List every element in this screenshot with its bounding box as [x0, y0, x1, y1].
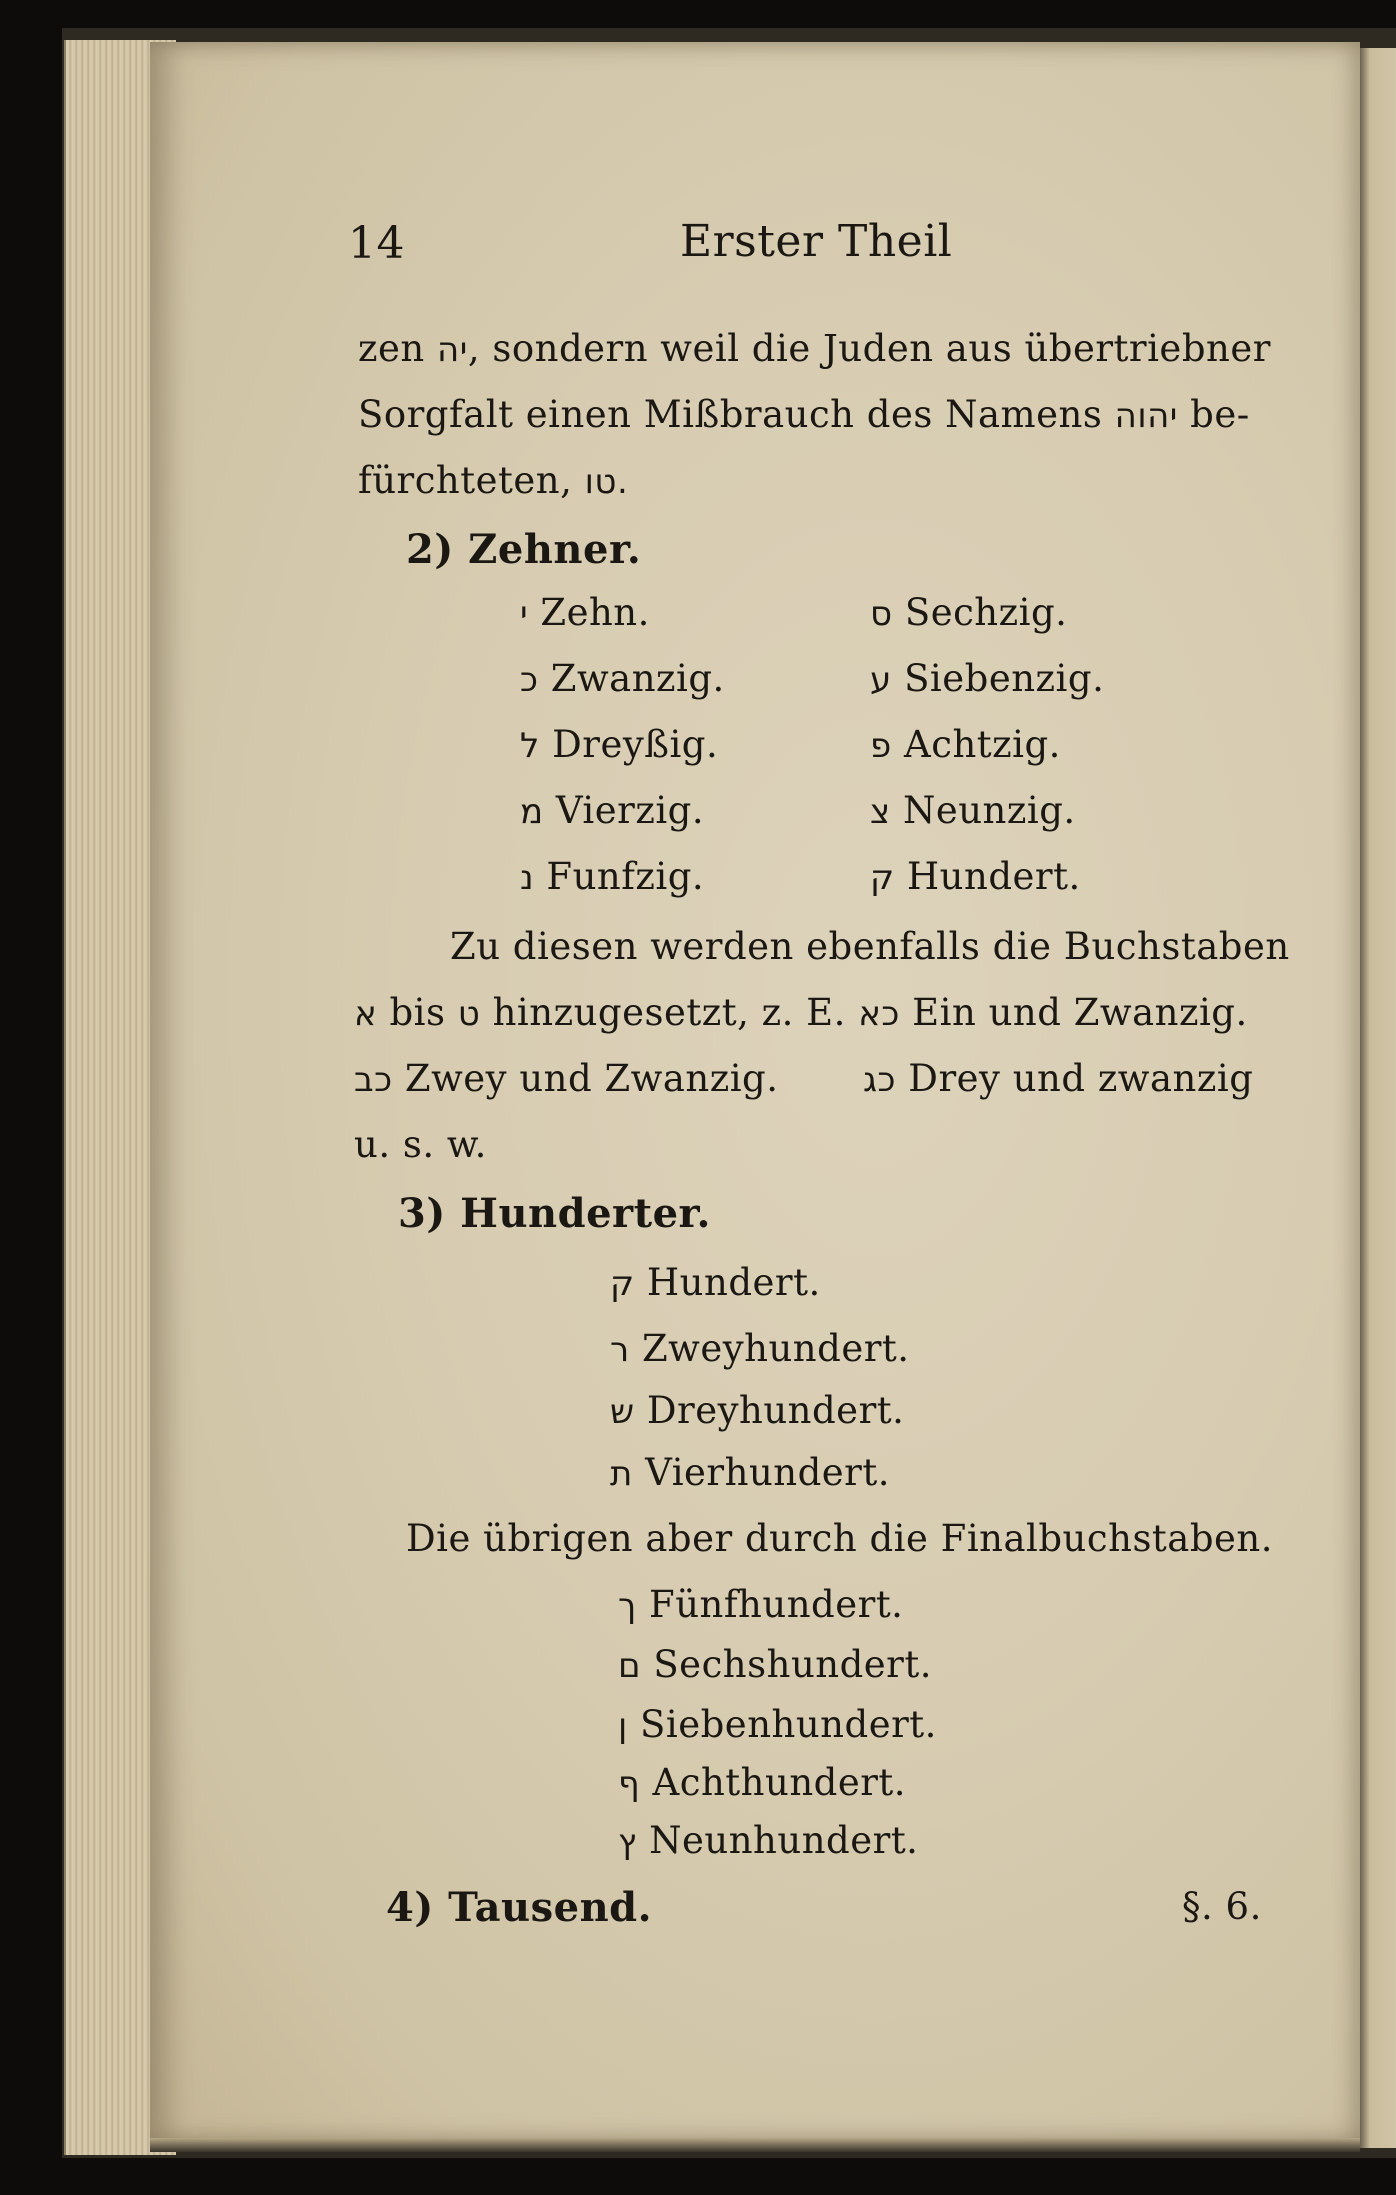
number-word: Neunhundert. — [649, 1819, 919, 1862]
hebrew-letter: ף — [618, 1764, 641, 1804]
tens-item — [520, 855, 705, 898]
hebrew-letter: ם — [618, 1646, 642, 1686]
paragraph-line-4: u. s. w. — [354, 1123, 487, 1166]
hebrew-text: טו. — [584, 462, 629, 502]
hebrew-letter: נ — [520, 858, 535, 898]
number-word: Siebenhundert. — [640, 1703, 937, 1746]
hebrew-letter: ש — [610, 1392, 635, 1432]
section-heading-tens: 2) Zehner. — [406, 526, 642, 573]
paragraph-text: bis — [389, 991, 446, 1034]
number-word: Vierzig. — [555, 789, 705, 832]
final-letter-item — [618, 1761, 907, 1804]
hebrew-letter: ק — [870, 858, 895, 898]
tens-item — [520, 591, 650, 634]
hebrew-letter: מ — [520, 792, 544, 832]
number-word: Funfzig. — [546, 855, 705, 898]
hebrew-letter: ק — [610, 1264, 635, 1304]
hebrew-text: יה — [437, 330, 468, 370]
number-word: Achthundert. — [652, 1761, 907, 1804]
intro-text: Sorgfalt einen Mißbrauch des Namens — [358, 393, 1103, 436]
hebrew-letter: ץ — [618, 1822, 637, 1862]
tens-item — [870, 789, 1076, 832]
tens-item — [870, 657, 1105, 700]
hundreds-item — [610, 1327, 910, 1370]
hebrew-text: כא — [858, 994, 900, 1034]
next-page-edge — [1360, 48, 1396, 2148]
paragraph-line-2 — [354, 991, 1248, 1034]
tens-item — [520, 657, 725, 700]
final-letters-intro: Die übrigen aber durch die Finalbuchstaben. — [406, 1517, 1274, 1560]
hebrew-letter: ך — [618, 1586, 637, 1626]
number-word: Zehn. — [540, 591, 650, 634]
hebrew-letter: פ — [870, 726, 892, 766]
section-heading-thousands: 4) Tausend. — [386, 1884, 653, 1931]
page-bottom-shadow — [150, 2138, 1360, 2152]
final-letter-item — [618, 1643, 932, 1686]
hebrew-text: א — [354, 994, 378, 1034]
hebrew-text: ט — [457, 994, 481, 1034]
hundreds-item — [610, 1261, 821, 1304]
hebrew-letter: ר — [610, 1330, 630, 1370]
catchword: §. 6. — [1182, 1885, 1262, 1928]
number-word: Sechzig. — [904, 591, 1068, 634]
number-word: Fünfhundert. — [649, 1583, 904, 1626]
tens-item — [870, 723, 1061, 766]
final-letter-item — [618, 1703, 937, 1746]
intro-text: fürchteten, — [358, 459, 573, 502]
tens-item — [870, 591, 1068, 634]
intro-text: zen — [358, 327, 425, 370]
number-word: Dreyhundert. — [646, 1389, 905, 1432]
paragraph-text: hinzugesetzt, z. E. — [492, 991, 846, 1034]
tens-item — [520, 723, 719, 766]
final-letter-item — [618, 1819, 919, 1862]
hebrew-letter: צ — [870, 792, 891, 832]
number-word: Sechshundert. — [653, 1643, 932, 1686]
number-word: Dreyßig. — [552, 723, 719, 766]
running-title: Erster Theil — [680, 216, 953, 267]
hebrew-letter: ס — [870, 594, 893, 634]
number-word: Siebenzig. — [904, 657, 1105, 700]
hebrew-text: יהוה — [1114, 396, 1178, 436]
hebrew-letter: י — [520, 594, 529, 634]
hebrew-text: כב — [354, 1060, 393, 1100]
paragraph-line-3 — [354, 1057, 1254, 1100]
section-heading-hundreds: 3) Hunderter. — [398, 1190, 711, 1237]
hebrew-letter: ל — [520, 726, 540, 766]
paragraph-text: Zwey und Zwanzig. — [404, 1057, 779, 1100]
intro-text: , sondern weil die Juden aus übertriebner — [467, 327, 1271, 370]
hebrew-letter: ן — [618, 1706, 628, 1746]
hebrew-letter: כ — [520, 660, 539, 700]
tens-item — [520, 789, 705, 832]
paragraph-line-1: Zu diesen werden ebenfalls die Buchstaben — [450, 925, 1290, 968]
number-word: Zwanzig. — [550, 657, 725, 700]
hebrew-text: כג — [863, 1060, 897, 1100]
hebrew-letter: ת — [610, 1454, 633, 1494]
number-word: Achtzig. — [904, 723, 1061, 766]
intro-line-3 — [358, 459, 629, 502]
tens-item — [870, 855, 1081, 898]
intro-text: be- — [1190, 393, 1250, 436]
hundreds-item — [610, 1451, 890, 1494]
intro-line-1 — [358, 327, 1271, 370]
final-letter-item — [618, 1583, 904, 1626]
page-number: 14 — [348, 218, 405, 269]
intro-line-2 — [358, 393, 1250, 436]
book-page — [150, 42, 1360, 2142]
number-word: Zweyhundert. — [641, 1327, 910, 1370]
number-word: Neunzig. — [902, 789, 1076, 832]
hundreds-item — [610, 1389, 905, 1432]
paragraph-text: Ein und Zwanzig. — [912, 991, 1248, 1034]
number-word: Hundert. — [906, 855, 1081, 898]
number-word: Hundert. — [646, 1261, 821, 1304]
number-word: Vierhundert. — [645, 1451, 890, 1494]
hebrew-letter: ע — [870, 660, 892, 700]
paragraph-text: Drey und zwanzig — [908, 1057, 1254, 1100]
